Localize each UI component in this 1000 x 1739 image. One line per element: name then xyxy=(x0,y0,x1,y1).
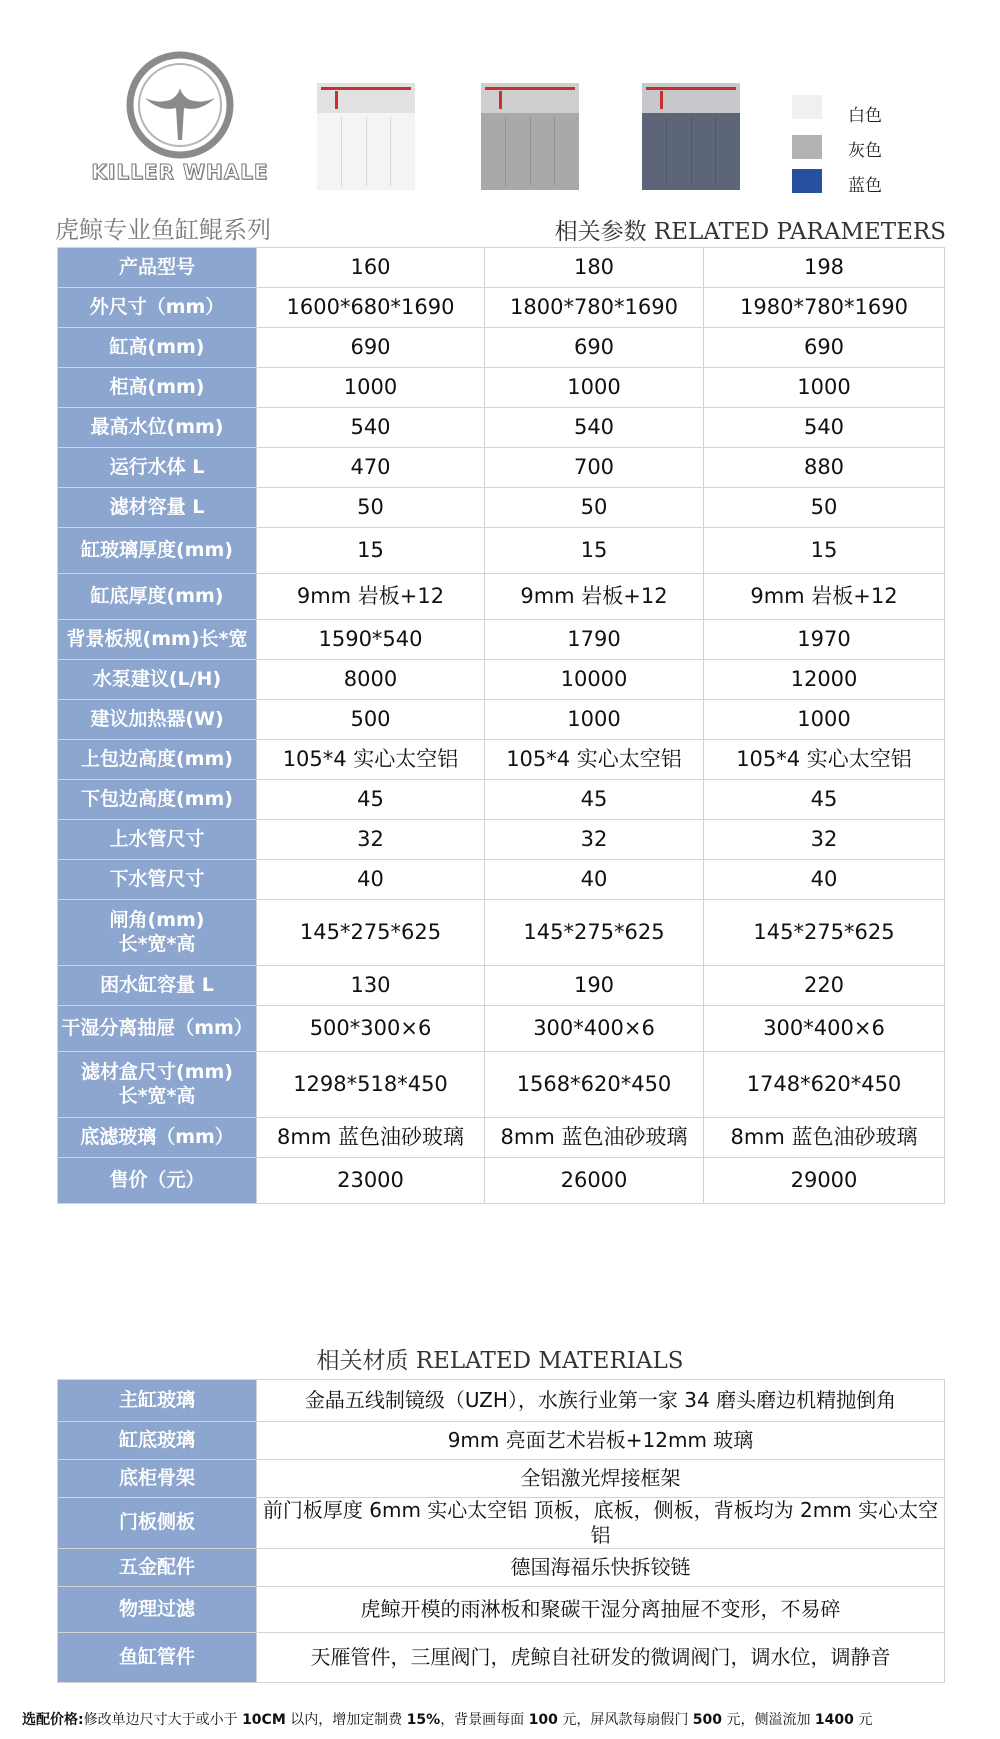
param-value: 690 xyxy=(257,328,485,368)
swatch-label-gray: 灰色 xyxy=(848,141,882,161)
materials-title: 相关材质 RELATED MATERIALS xyxy=(316,1348,684,1374)
param-value: 40 xyxy=(485,860,704,900)
param-row xyxy=(58,1118,945,1158)
param-label: 水泵建议(L/H) xyxy=(58,660,257,700)
param-value: 40 xyxy=(704,860,945,900)
param-value: 105*4 实心太空铝 xyxy=(485,740,704,780)
param-label: 上包边高度(mm) xyxy=(58,740,257,780)
param-value: 32 xyxy=(257,820,485,860)
param-label: 下包边高度(mm) xyxy=(58,780,257,820)
param-value: 1970 xyxy=(704,620,945,660)
material-value: 天雁管件，三厘阀门，虎鲸自社研发的微调阀门，调水位，调静音 xyxy=(257,1633,945,1683)
material-label: 五金配件 xyxy=(58,1549,257,1587)
param-value: 1600*680*1690 xyxy=(257,288,485,328)
param-value: 10000 xyxy=(485,660,704,700)
param-row xyxy=(58,368,945,408)
param-value: 9mm 岩板+12 xyxy=(704,574,945,620)
param-value: 26000 xyxy=(485,1158,704,1204)
param-value: 45 xyxy=(485,780,704,820)
param-row xyxy=(58,820,945,860)
param-value: 1000 xyxy=(704,700,945,740)
param-row xyxy=(58,1158,945,1204)
param-value: 32 xyxy=(485,820,704,860)
param-value: 45 xyxy=(257,780,485,820)
param-value: 1980*780*1690 xyxy=(704,288,945,328)
param-label: 售价（元） xyxy=(58,1158,257,1204)
param-row xyxy=(58,408,945,448)
param-value: 1790 xyxy=(485,620,704,660)
param-label: 干湿分离抽屉（mm） xyxy=(58,1006,257,1052)
swatch-gray xyxy=(792,135,822,159)
param-value: 32 xyxy=(704,820,945,860)
param-value: 1000 xyxy=(485,368,704,408)
param-value: 1298*518*450 xyxy=(257,1052,485,1118)
param-value: 8mm 蓝色油砂玻璃 xyxy=(704,1118,945,1158)
param-value: 12000 xyxy=(704,660,945,700)
param-value: 540 xyxy=(704,408,945,448)
param-value: 15 xyxy=(704,528,945,574)
param-value: 690 xyxy=(704,328,945,368)
param-value: 15 xyxy=(257,528,485,574)
logo-text: KILLER WHALE xyxy=(91,160,269,184)
material-label: 主缸玻璃 xyxy=(58,1380,257,1422)
param-label: 底滤玻璃（mm） xyxy=(58,1118,257,1158)
param-value: 160 xyxy=(257,248,485,288)
param-row xyxy=(58,1052,945,1118)
param-row xyxy=(58,574,945,620)
param-row xyxy=(58,488,945,528)
material-row xyxy=(58,1633,945,1683)
param-label: 上水管尺寸 xyxy=(58,820,257,860)
param-row xyxy=(58,620,945,660)
param-value: 300*400×6 xyxy=(485,1006,704,1052)
material-label: 鱼缸管件 xyxy=(58,1633,257,1683)
param-value: 180 xyxy=(485,248,704,288)
param-value: 1568*620*450 xyxy=(485,1052,704,1118)
param-value: 500*300×6 xyxy=(257,1006,485,1052)
footer-note: 选配价格:修改单边尺寸大于或小于 10CM 以内，增加定制费 15%，背景画每面 100 元，屏风款每扇假门 500 元，侧溢流加 1400 元 xyxy=(22,1712,873,1728)
param-label: 缸底厚度(mm) xyxy=(58,574,257,620)
whale-tail-icon xyxy=(90,50,270,160)
material-row xyxy=(58,1587,945,1633)
parameters-table xyxy=(57,247,945,1204)
param-label: 滤材盒尺寸(mm) 长*宽*高 xyxy=(58,1052,257,1118)
param-value: 1590*540 xyxy=(257,620,485,660)
param-value: 9mm 岩板+12 xyxy=(257,574,485,620)
param-label: 闸角(mm) 长*宽*高 xyxy=(58,900,257,966)
param-value: 1748*620*450 xyxy=(704,1052,945,1118)
param-row xyxy=(58,740,945,780)
param-value: 50 xyxy=(257,488,485,528)
param-value: 540 xyxy=(257,408,485,448)
param-label: 产品型号 xyxy=(58,248,257,288)
param-value: 145*275*625 xyxy=(257,900,485,966)
swatch-white xyxy=(792,95,822,119)
param-row xyxy=(58,780,945,820)
material-row xyxy=(58,1460,945,1498)
swatch-label-white: 白色 xyxy=(848,106,882,126)
param-row xyxy=(58,660,945,700)
param-value: 29000 xyxy=(704,1158,945,1204)
param-label: 建议加热器(W) xyxy=(58,700,257,740)
param-value: 190 xyxy=(485,966,704,1006)
param-value: 500 xyxy=(257,700,485,740)
param-value: 1000 xyxy=(485,700,704,740)
param-label: 缸玻璃厚度(mm) xyxy=(58,528,257,574)
killer-whale-logo xyxy=(90,50,270,190)
swatch-blue xyxy=(792,169,822,193)
params-title: 相关参数 RELATED PARAMETERS xyxy=(554,219,946,245)
param-value: 50 xyxy=(704,488,945,528)
param-row xyxy=(58,860,945,900)
material-row xyxy=(58,1422,945,1460)
param-value: 23000 xyxy=(257,1158,485,1204)
materials-table xyxy=(57,1379,945,1683)
material-label: 底柜骨架 xyxy=(58,1460,257,1498)
param-row xyxy=(58,700,945,740)
param-label: 滤材容量 L xyxy=(58,488,257,528)
tank-image-gray xyxy=(481,83,579,190)
param-row xyxy=(58,328,945,368)
material-value: 虎鲸开模的雨淋板和聚碳干湿分离抽屉不变形，不易碎 xyxy=(257,1587,945,1633)
param-value: 470 xyxy=(257,448,485,488)
swatch-label-blue: 蓝色 xyxy=(848,176,882,196)
param-value: 1800*780*1690 xyxy=(485,288,704,328)
param-value: 15 xyxy=(485,528,704,574)
param-value: 40 xyxy=(257,860,485,900)
param-value: 1000 xyxy=(704,368,945,408)
param-value: 145*275*625 xyxy=(704,900,945,966)
param-label: 困水缸容量 L xyxy=(58,966,257,1006)
param-label: 缸高(mm) xyxy=(58,328,257,368)
param-value: 8mm 蓝色油砂玻璃 xyxy=(485,1118,704,1158)
param-row xyxy=(58,528,945,574)
material-label: 物理过滤 xyxy=(58,1587,257,1633)
param-value: 700 xyxy=(485,448,704,488)
material-value: 德国海福乐快拆铰链 xyxy=(257,1549,945,1587)
param-value: 300*400×6 xyxy=(704,1006,945,1052)
material-value: 前门板厚度 6mm 实心太空铝 顶板，底板，侧板，背板均为 2mm 实心太空铝 xyxy=(257,1498,945,1549)
tank-image-white xyxy=(317,83,415,190)
param-value: 690 xyxy=(485,328,704,368)
param-label: 运行水体 L xyxy=(58,448,257,488)
material-row xyxy=(58,1380,945,1422)
param-row xyxy=(58,288,945,328)
param-value: 45 xyxy=(704,780,945,820)
param-label: 背景板规(mm)长*宽 xyxy=(58,620,257,660)
param-value: 220 xyxy=(704,966,945,1006)
param-value: 8000 xyxy=(257,660,485,700)
param-value: 145*275*625 xyxy=(485,900,704,966)
param-value: 105*4 实心太空铝 xyxy=(257,740,485,780)
param-value: 1000 xyxy=(257,368,485,408)
material-value: 金晶五线制镜级（UZH），水族行业第一家 34 磨头磨边机精抛倒角 xyxy=(257,1380,945,1422)
param-label: 外尺寸（mm） xyxy=(58,288,257,328)
param-value: 8mm 蓝色油砂玻璃 xyxy=(257,1118,485,1158)
param-row xyxy=(58,1006,945,1052)
tank-image-blue xyxy=(642,83,740,190)
series-title: 虎鲸专业鱼缸鲲系列 xyxy=(55,216,271,244)
param-label: 柜高(mm) xyxy=(58,368,257,408)
param-row xyxy=(58,248,945,288)
param-row xyxy=(58,966,945,1006)
material-label: 门板侧板 xyxy=(58,1498,257,1549)
material-value: 9mm 亮面艺术岩板+12mm 玻璃 xyxy=(257,1422,945,1460)
material-row xyxy=(58,1498,945,1549)
header xyxy=(0,0,1000,205)
param-value: 9mm 岩板+12 xyxy=(485,574,704,620)
material-label: 缸底玻璃 xyxy=(58,1422,257,1460)
param-row xyxy=(58,900,945,966)
param-value: 105*4 实心太空铝 xyxy=(704,740,945,780)
param-label: 下水管尺寸 xyxy=(58,860,257,900)
param-value: 130 xyxy=(257,966,485,1006)
material-row xyxy=(58,1549,945,1587)
param-row xyxy=(58,448,945,488)
param-value: 880 xyxy=(704,448,945,488)
param-label: 最高水位(mm) xyxy=(58,408,257,448)
material-value: 全铝激光焊接框架 xyxy=(257,1460,945,1498)
param-value: 540 xyxy=(485,408,704,448)
param-value: 198 xyxy=(704,248,945,288)
param-value: 50 xyxy=(485,488,704,528)
